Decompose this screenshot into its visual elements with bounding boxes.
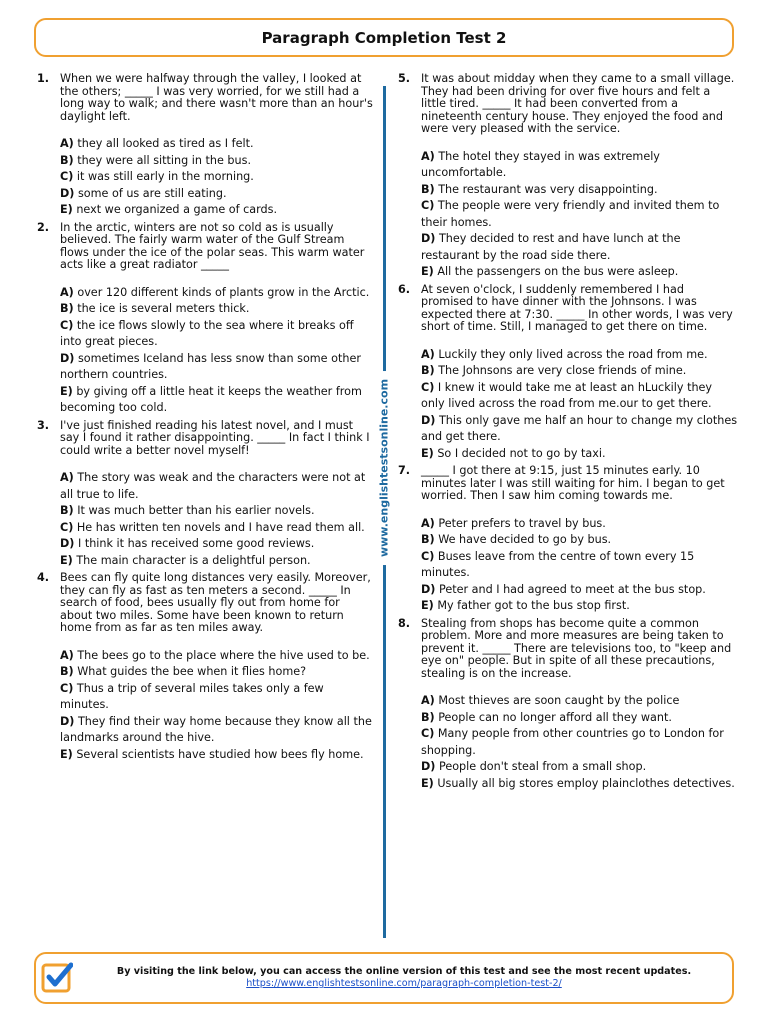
- option-letter: D): [421, 582, 436, 596]
- option-letter: D): [421, 232, 436, 245]
- question-number: 5.: [398, 72, 411, 85]
- option-letter: B): [421, 710, 435, 724]
- question-3: [35, 420, 375, 570]
- option-letter: E): [60, 203, 73, 216]
- option-b[interactable]: [421, 532, 738, 549]
- option-c[interactable]: [60, 169, 375, 186]
- option-letter: A): [60, 137, 74, 150]
- question-1: [35, 73, 375, 219]
- option-e[interactable]: [421, 264, 738, 281]
- option-letter: D): [421, 413, 436, 427]
- option-letter: E): [60, 384, 73, 398]
- question-stem: Stealing from shops has become quite a common problem. More and more measures are being taken to prevent it. _____ There are televisions too, to "keep and eye on" people. But in spite of all these precautions, stealing is on the increase.: [421, 616, 732, 680]
- option-a[interactable]: [60, 285, 375, 302]
- option-e[interactable]: [60, 384, 375, 417]
- option-letter: E): [60, 553, 73, 567]
- option-e[interactable]: [421, 598, 738, 615]
- question-number: 8.: [398, 616, 411, 630]
- option-text: They decided to rest and have lunch at the restaurant by the road side there.: [421, 232, 681, 262]
- question-8: [396, 618, 738, 793]
- option-text: Peter prefers to travel by bus.: [438, 516, 606, 530]
- option-text: People can no longer afford all they want.: [438, 710, 672, 724]
- question-2: [35, 222, 375, 417]
- option-letter: C): [421, 727, 435, 740]
- option-letter: B): [421, 182, 435, 196]
- option-letter: B): [421, 533, 435, 546]
- option-text: The restaurant was very disappointing.: [438, 182, 658, 196]
- option-e[interactable]: [60, 202, 375, 219]
- options-list: [421, 516, 738, 615]
- options-list: [60, 136, 375, 219]
- option-letter: E): [60, 747, 73, 761]
- option-text: Several scientists have studied how bees fly home.: [76, 747, 364, 761]
- option-text: Usually all big stores employ plainclothes detectives.: [437, 776, 735, 790]
- option-text: My father got to the bus stop first.: [437, 599, 630, 612]
- option-text: People don't steal from a small shop.: [438, 760, 647, 773]
- option-text: Most thieves are soon caught by the police: [438, 694, 680, 707]
- option-letter: C): [421, 549, 435, 563]
- option-letter: B): [60, 665, 74, 678]
- option-text: next we organized a game of cards.: [76, 203, 278, 216]
- options-list: [421, 149, 738, 281]
- option-c[interactable]: [421, 380, 738, 413]
- option-b[interactable]: [421, 182, 738, 199]
- option-text: Peter and I had agreed to meet at the bus stop.: [438, 582, 706, 596]
- option-e[interactable]: [421, 446, 738, 463]
- option-c[interactable]: [421, 549, 738, 582]
- option-a[interactable]: [421, 516, 738, 533]
- right-column: [396, 73, 738, 795]
- option-letter: B): [60, 504, 74, 517]
- option-text: the ice flows slowly to the sea where it breaks off into great pieces.: [60, 318, 354, 348]
- option-letter: A): [421, 347, 435, 361]
- option-letter: D): [60, 186, 75, 200]
- website-label: www.englishtestsonline.com: [374, 371, 395, 565]
- option-b[interactable]: [60, 503, 375, 520]
- options-list: [421, 347, 738, 463]
- option-c[interactable]: [421, 198, 738, 231]
- option-letter: C): [60, 520, 74, 534]
- page-title: Paragraph Completion Test 2: [261, 28, 507, 47]
- option-letter: B): [421, 364, 435, 377]
- option-text: by giving off a little heat it keeps the weather from becoming too cold.: [60, 384, 362, 414]
- question-stem: _____ I got there at 9:15, just 15 minutes early. 10 minutes later I was still waiting for him. I began to get worried. Then I saw him coming towards me.: [421, 464, 725, 502]
- online-test-link[interactable]: https://www.englishtestsonline.com/paragraph-completion-test-2/: [246, 978, 562, 989]
- option-c[interactable]: [60, 318, 375, 351]
- option-text: they all looked as tired as I felt.: [77, 137, 254, 150]
- option-letter: A): [60, 285, 74, 299]
- question-6: [396, 284, 738, 463]
- question-stem: At seven o'clock, I suddenly remembered I had promised to have dinner with the Johnsons. I was expected there at 7:30. _____ In other words, I was very short of time. Still, I managed to get there on time.: [421, 282, 733, 333]
- option-c[interactable]: [60, 520, 375, 537]
- option-letter: C): [60, 170, 74, 183]
- checkbox-logo-icon: [41, 961, 73, 993]
- option-a[interactable]: [60, 648, 375, 665]
- option-text: What guides the bee when it flies home?: [77, 665, 307, 678]
- option-c[interactable]: [421, 726, 738, 759]
- option-text: The people were very friendly and invited them to their homes.: [421, 199, 720, 229]
- option-text: He has written ten novels and I have read them all.: [76, 520, 365, 534]
- option-text: they were all sitting in the bus.: [77, 153, 252, 167]
- footer-message: By visiting the link below, you can access the online version of this test and see the most recent updates.: [116, 966, 692, 977]
- option-letter: C): [60, 681, 74, 695]
- option-letter: C): [421, 380, 435, 394]
- options-list: [60, 648, 375, 764]
- option-text: Buses leave from the centre of town every 15 minutes.: [421, 549, 695, 579]
- question-number: 1.: [37, 72, 50, 85]
- option-d[interactable]: [421, 759, 738, 776]
- option-text: The Johnsons are very close friends of mine.: [438, 364, 687, 377]
- option-letter: A): [421, 694, 435, 707]
- option-text: The story was weak and the characters were not at all true to life.: [60, 471, 366, 501]
- option-letter: A): [421, 516, 435, 530]
- option-text: We have decided to go by bus.: [438, 533, 612, 546]
- option-text: Thus a trip of several miles takes only a few minutes.: [60, 681, 324, 711]
- option-b[interactable]: [421, 363, 738, 380]
- footer-box: [34, 952, 734, 1004]
- option-d[interactable]: [421, 231, 738, 264]
- option-letter: D): [60, 714, 75, 728]
- option-letter: D): [421, 760, 436, 773]
- option-text: Many people from other countries go to London for shopping.: [421, 727, 724, 757]
- option-d[interactable]: [421, 413, 738, 446]
- question-stem: It was about midday when they came to a small village. They had been driving for over five hours and felt a little tired. _____ It had been converted from a nineteenth century house. They enjoyed the food and were very pleased with the service.: [421, 72, 735, 135]
- option-text: They find their way home because they know all the landmarks around the hive.: [60, 714, 372, 744]
- option-text: So I decided not to go by taxi.: [437, 446, 606, 460]
- question-4: [35, 572, 375, 763]
- question-number: 6.: [398, 282, 411, 296]
- option-letter: A): [421, 149, 435, 163]
- option-d[interactable]: [60, 351, 375, 384]
- option-letter: A): [60, 471, 74, 484]
- option-d[interactable]: [60, 714, 375, 747]
- option-text: the ice is several meters thick.: [77, 302, 250, 315]
- option-letter: B): [60, 153, 74, 167]
- option-text: All the passengers on the bus were asleep.: [437, 265, 679, 278]
- question-7: [396, 465, 738, 615]
- option-e[interactable]: [421, 776, 738, 793]
- option-a[interactable]: [421, 693, 738, 710]
- options-list: [60, 470, 375, 569]
- option-b[interactable]: [60, 664, 375, 681]
- question-5: [396, 73, 738, 281]
- option-letter: C): [60, 318, 74, 332]
- option-text: Luckily they only lived across the road from me.: [438, 347, 708, 361]
- option-text: it was still early in the morning.: [76, 170, 254, 183]
- question-number: 2.: [37, 220, 50, 234]
- question-stem: I've just finished reading his latest novel, and I must say I found it rather disappointing. _____ In fact I think I could write a better novel myself!: [60, 418, 370, 457]
- options-list: [421, 693, 738, 792]
- question-number: 7.: [398, 464, 411, 477]
- option-letter: D): [60, 537, 75, 550]
- option-text: This only gave me half an hour to change my clothes and get there.: [421, 413, 738, 443]
- option-text: sometimes Iceland has less snow than some other northern countries.: [60, 351, 361, 381]
- option-text: It was much better than his earlier novels.: [77, 504, 315, 517]
- question-number: 4.: [37, 571, 50, 584]
- option-letter: E): [421, 776, 434, 790]
- question-stem: In the arctic, winters are not so cold as is usually believed. The fairly warm water of the Gulf Stream flows under the ice of the polar seas. This warm water acts like a great radiator _____: [60, 220, 365, 271]
- option-d[interactable]: [60, 536, 375, 553]
- left-column: [35, 73, 375, 766]
- option-text: The bees go to the place where the hive used to be.: [77, 648, 370, 662]
- option-e[interactable]: [60, 747, 375, 764]
- option-a[interactable]: [60, 470, 375, 503]
- question-number: 3.: [37, 418, 50, 432]
- option-b[interactable]: [60, 301, 375, 318]
- option-letter: A): [60, 648, 74, 662]
- option-letter: E): [421, 265, 434, 278]
- option-text: I knew it would take me at least an hLuckily they only lived across the road from me.our to get there.: [421, 380, 713, 410]
- option-letter: E): [421, 446, 434, 460]
- options-list: [60, 285, 375, 417]
- option-a[interactable]: [421, 347, 738, 364]
- option-text: The hotel they stayed in was extremely uncomfortable.: [421, 149, 660, 179]
- option-text: The main character is a delightful person.: [76, 553, 311, 567]
- option-a[interactable]: [421, 149, 738, 182]
- option-d[interactable]: [421, 582, 738, 599]
- option-c[interactable]: [60, 681, 375, 714]
- option-b[interactable]: [421, 710, 738, 727]
- option-text: I think it has received some good reviews.: [77, 537, 315, 550]
- option-letter: B): [60, 302, 74, 315]
- option-a[interactable]: [60, 136, 375, 153]
- option-text: over 120 different kinds of plants grow in the Arctic.: [77, 285, 370, 299]
- option-e[interactable]: [60, 553, 375, 570]
- option-d[interactable]: [60, 186, 375, 203]
- option-text: some of us are still eating.: [77, 186, 227, 200]
- question-stem: When we were halfway through the valley, I looked at the others; _____ I was very worried, for we still had a long way to walk; and there wasn't more than an hour's daylight left.: [60, 72, 373, 123]
- option-letter: E): [421, 599, 434, 612]
- option-letter: D): [60, 351, 75, 365]
- option-b[interactable]: [60, 153, 375, 170]
- footer-text: [86, 966, 722, 990]
- title-box: [34, 18, 734, 57]
- option-letter: C): [421, 199, 435, 212]
- question-stem: Bees can fly quite long distances very easily. Moreover, they can fly as fast as ten meters a second. _____ In search of food, bees usually fly out from home for about two miles. Some have been known to return home from as far as ten miles away.: [60, 571, 371, 634]
